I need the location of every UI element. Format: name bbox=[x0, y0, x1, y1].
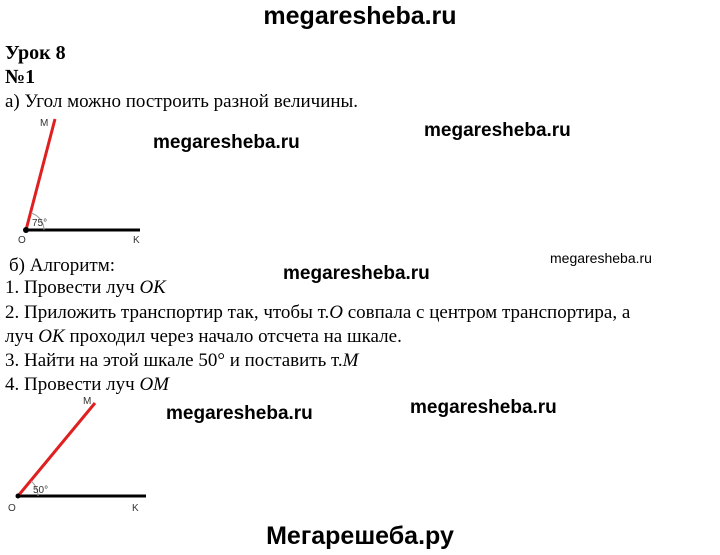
watermark: megaresheba.ru bbox=[283, 263, 430, 284]
watermark-small: megaresheba.ru bbox=[550, 250, 652, 266]
angle-diagram-75 bbox=[0, 110, 170, 250]
site-header: megaresheba.ru bbox=[263, 2, 457, 30]
step-4-text: 4. Провести луч bbox=[5, 374, 140, 395]
step-2-line2 bbox=[5, 326, 402, 348]
step-3 bbox=[5, 350, 358, 372]
step-2-text-b: совпала с центром транспортира, а bbox=[342, 302, 631, 323]
step-3-text: 3. Найти на этой шкале 50° и поставить т. bbox=[5, 350, 343, 371]
lesson-title: Урок 8 bbox=[5, 42, 66, 64]
watermark: megaresheba.ru bbox=[424, 120, 571, 141]
step-4-ray: OM bbox=[139, 374, 169, 395]
angle-diagram-50 bbox=[0, 390, 170, 520]
label-m: M bbox=[83, 396, 92, 407]
part-b-title: б) Алгоритм: bbox=[9, 255, 116, 276]
ray-om bbox=[18, 403, 95, 496]
ray-om bbox=[26, 119, 55, 230]
step-2-line1 bbox=[5, 302, 630, 324]
watermark: megaresheba.ru bbox=[153, 132, 300, 153]
step-1-text: 1. Провести луч bbox=[5, 277, 140, 298]
angle-value: 50° bbox=[33, 485, 49, 496]
part-a-text: а) Угол можно построить разной величины. bbox=[5, 91, 359, 112]
step-3-point-m: M bbox=[342, 350, 359, 371]
watermark: megaresheba.ru bbox=[410, 397, 557, 418]
step-1-ray: OK bbox=[139, 277, 166, 298]
label-o: O bbox=[8, 503, 16, 514]
site-footer: Мегарешеба.ру bbox=[266, 522, 454, 550]
label-m: M bbox=[40, 118, 49, 129]
angle-value: 75° bbox=[32, 218, 48, 229]
label-o: O bbox=[18, 235, 26, 246]
step-2-point-o: O bbox=[329, 302, 343, 323]
label-k: K bbox=[133, 235, 140, 246]
step-2-text-c: луч bbox=[5, 326, 39, 347]
label-k: K bbox=[132, 503, 139, 514]
step-2-text-d: проходил через начало отсчета на шкале. bbox=[64, 326, 402, 347]
watermark: megaresheba.ru bbox=[166, 403, 313, 424]
vertex-point bbox=[16, 494, 21, 499]
step-1 bbox=[5, 277, 166, 299]
vertex-point bbox=[23, 227, 29, 233]
step-2-text-a: 2. Приложить транспортир так, чтобы т. bbox=[5, 302, 330, 323]
step-2-ray: OK bbox=[38, 326, 65, 347]
exercise-number: №1 bbox=[5, 66, 36, 88]
